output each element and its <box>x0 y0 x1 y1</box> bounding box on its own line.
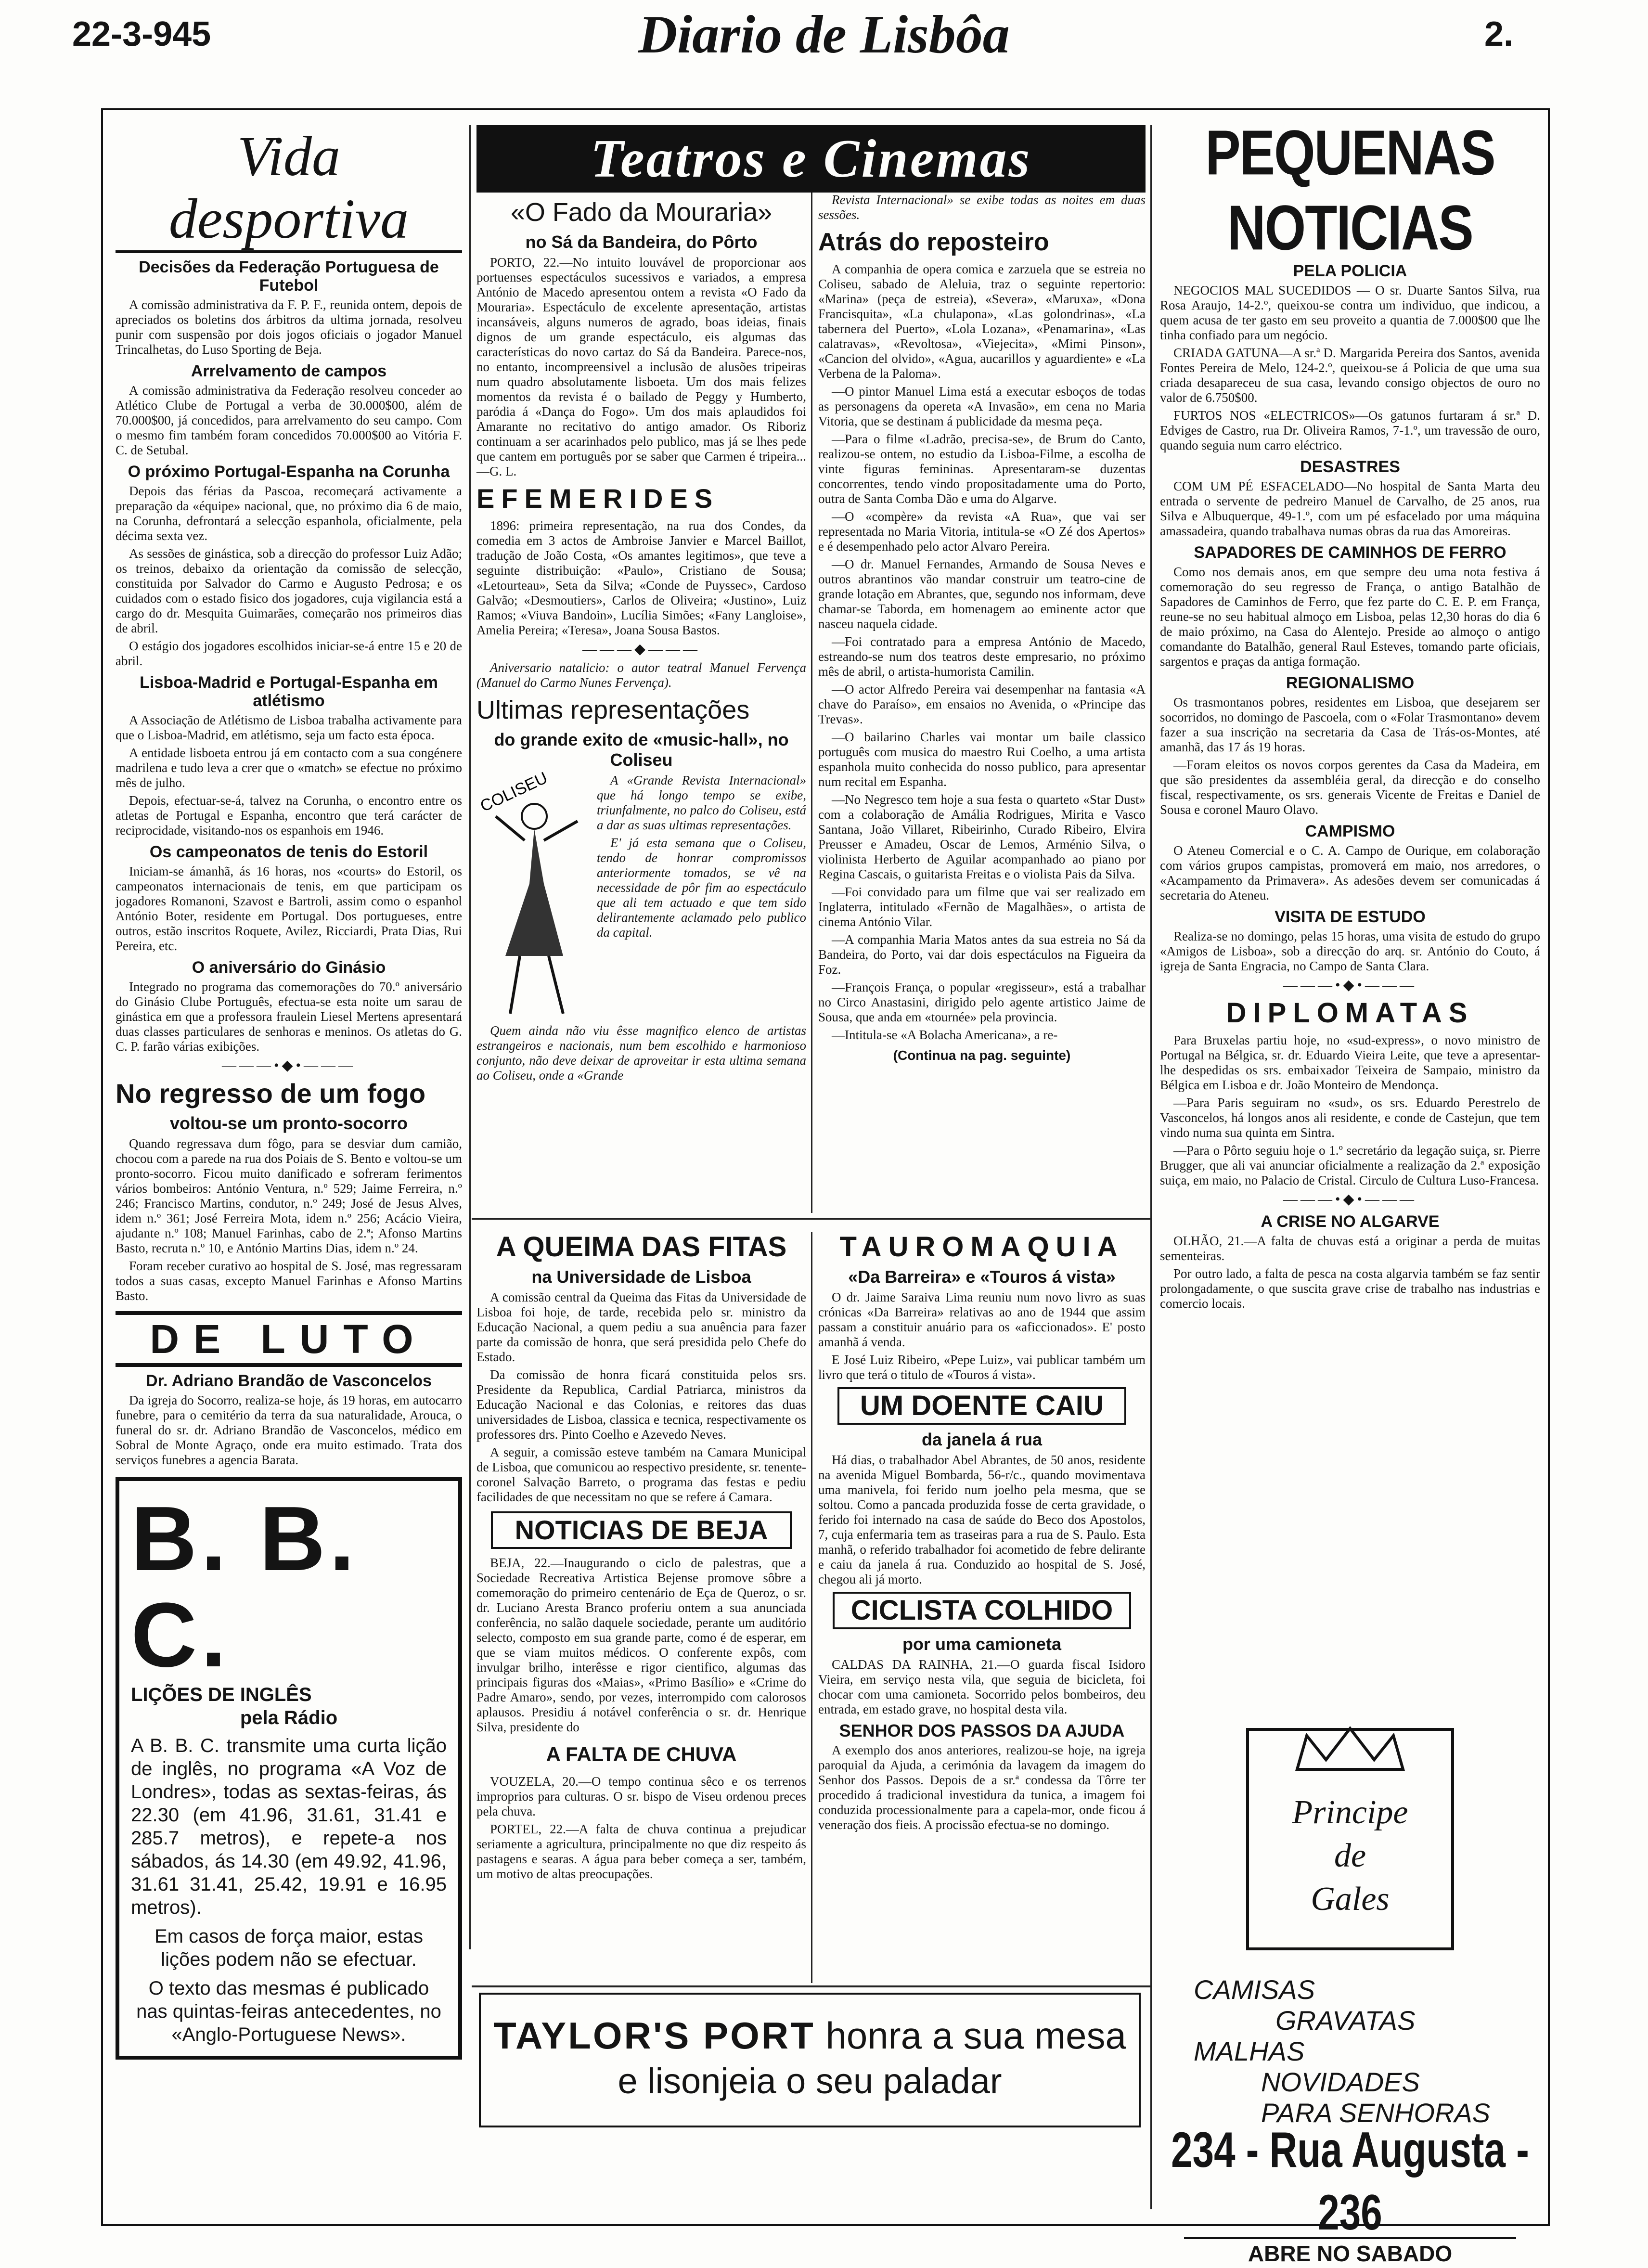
article-paragraph: —O pintor Manuel Lima está a executar esboços de todas as personagens da opereta «A Invasão», em cena no Maria Vitoria, que se destinam á publicidade da mesma peça. <box>818 384 1146 428</box>
bbc-text: O texto das mesmas é publicado nas quintas-feiras antecedentes, no «Anglo-Portuguese News». <box>136 1978 441 2045</box>
article-paragraph: CALDAS DA RAINHA, 21.—O guarda fiscal Isidoro Vieira, em serviço nesta vila, que seguia de bicicleta, foi chocar com uma camioneta. Socorrido pelos bombeiros, deu entrada, em estado grave, no hospital desta vila. <box>818 1657 1146 1716</box>
article-paragraph: A comissão central da Queima das Fitas da Universidade de Lisboa foi hoje, de tarde, recebida pelo sr. ministro da Educação Nacional, a quem pediu a sua anuência para fazer parte da comissão de honra, que será presidida pelo Chefe do Estado. <box>476 1290 806 1364</box>
separator-ornament: ———•◆•——— <box>221 1057 356 1073</box>
headline: Atrás do reposteiro <box>818 228 1049 256</box>
article-paragraph: NEGOCIOS MAL SUCEDIDOS — O sr. Duarte Santos Silva, rua Rosa Araujo, 14-2.º, queixou-se contra um individuo, que indicou, a quem acusa de ter gasto em seu proveito a quantia de 7.000$00 que lhe tinha confiado para um negócio. <box>1160 283 1540 342</box>
headline: UM DOENTE CAIU <box>837 1387 1126 1425</box>
headline: A CRISE NO ALGARVE <box>1261 1212 1440 1231</box>
coliseu-block <box>476 768 806 1023</box>
headline: A FALTA DE CHUVA <box>546 1743 737 1765</box>
logo-text: Principe <box>1292 1794 1408 1831</box>
headline: DESASTRES <box>1300 458 1400 476</box>
theatres-banner: Teatros e Cinemas <box>476 125 1146 193</box>
headline: Os campeonatos de tenis do Estoril <box>149 843 428 861</box>
dancer-illustration <box>476 768 597 1023</box>
article-paragraph: Da comissão de honra ficará constituida pelos srs. Presidente da Republica, Cardial Patriarca, ministros da Educação Nacional e das Colonias, e reitores das duas universidades de Lisboa, classica e tecnica, respectivamente os professores drs. Pinto Coelho e Azevedo Neves. <box>476 1367 806 1442</box>
short-news-column <box>1160 117 1540 1723</box>
taylors-port-advertisement <box>479 1993 1141 2127</box>
headline: NOTICIAS DE BEJA <box>491 1511 792 1549</box>
article-paragraph: A seguir, a comissão esteve também na Camara Municipal de Lisboa, que comunicou ao respectivo presidente, sr. tenente-coronel Salvação Barreto, o programa das festas e pediu facilidades de que necessitam no que se refere á Camara. <box>476 1445 806 1504</box>
headline: DIPLOMATAS <box>1226 997 1474 1029</box>
separator-ornament: ———•◆•——— <box>1283 1191 1417 1207</box>
headline: Lisboa-Madrid e Portugal-Espanha em atlétismo <box>140 673 438 710</box>
obituary-banner: DE LUTO <box>116 1311 462 1367</box>
crown-icon <box>1292 1726 1408 1774</box>
subheadline: no Sá da Bandeira, do Pôrto <box>525 232 758 252</box>
sports-column <box>116 125 462 2209</box>
article-paragraph: —No Negresco tem hoje a sua festa o quarteto «Star Dust» com a colaboração de Amália Rodrigues, Mirita e Vasco Santana, João Villaret, Ribeirinho, Curado Ribeiro, Elvira Preusser e Amadeu, Oscar de Lemos, Arménio Silva, o violinista Herberto de Aguilar acompanhado ao piano por Regina Cascais, o guitarista Freitas e o violista Pais da Silva. <box>818 792 1146 881</box>
headline: REGIONALISMO <box>1286 674 1415 692</box>
taylors-slogan: honra a sua mesa <box>825 2014 1126 2057</box>
bbc-advertisement <box>116 1477 462 2060</box>
bbc-text: A B. B. C. transmite uma curta lição de inglês, no programa «A Voz de Londres», todas as sextas-feiras, ás 22.30 (em 41.96, 31.61, 31.41 e 285.7 metros), e repete-a nos sábados, ás 14.30 (em 49.92, 41.96, 31.61 31.41, 25.42, 19.91 e 16.95 metros). <box>131 1735 447 1918</box>
coliseu-label: COLISEU <box>477 768 551 816</box>
article-paragraph: Foram receber curativo ao hospital de S. José, mas regressaram todos a suas casas, excepto Manuel Farinhas e Afonso Martins Basto. <box>116 1259 462 1303</box>
ad-line: MALHAS <box>1194 2036 1305 2066</box>
headline: PELA POLICIA <box>1293 262 1407 280</box>
article-paragraph: —O actor Alfredo Pereira vai desempenhar na fantasia «A chave do Paraíso», em ensaios no Avenida, o «Principe das Trevas». <box>818 682 1146 726</box>
headline: Dr. Adriano Brandão de Vasconcelos <box>146 1372 432 1390</box>
article-paragraph: A exemplo dos anos anteriores, realizou-se hoje, na igreja paroquial da Ajuda, a cerimónia da lavagem da imagem do Senhor dos Passos. Depois de a sr.ª condessa da Tôrre ter procedido á tradicional investidura da tunica, a imagem foi conduzida processionalmente para a capela-mor, onde ficou á veneração dos fieis. A procissão efectua-se no domingo. <box>818 1743 1146 1832</box>
issue-date: 22-3-945 <box>72 15 211 53</box>
headline: Ultimas representações <box>476 696 750 724</box>
article-paragraph: A comissão administrativa da Federação resolveu conceder ao Atlético Clube de Portugal a verba de 30.000$00, além de 70.000$00, já concedidos, para arrelvamento do seu campo. Com o mesmo fim também foram concedidos 70.000$00 ao Vitória F. C. de Setubal. <box>116 383 462 457</box>
headline: O aniversário do Ginásio <box>192 958 386 977</box>
subheadline: do grande exito de «music-hall», no Coliseu <box>494 730 789 770</box>
article-paragraph: Aniversario natalicio: o autor teatral Manuel Fervença (Manuel do Carmo Nunes Fervença). <box>476 660 806 690</box>
subheadline: voltou-se um pronto-socorro <box>170 1113 408 1133</box>
article-paragraph: —O «compère» da revista «A Rua», que vai ser representada no Maria Vitoria, intitula-se «O Zé dos Apertos» e é desempenhado pelo actor Alvaro Pereira. <box>818 509 1146 554</box>
subheadline: da janela á rua <box>921 1430 1043 1449</box>
headline: TAUROMAQUIA <box>839 1231 1124 1263</box>
subheadline: por uma camioneta <box>902 1634 1062 1654</box>
queima-column <box>476 1227 806 1983</box>
principe-de-gales-advertisement <box>1165 1728 1535 2266</box>
logo-text: Gales <box>1311 1881 1390 1918</box>
article-paragraph: Depois, efectuar-se-á, talvez na Corunha, o encontro entre os atletas de Portugal e Espanha, encontro que terá carácter de reciprocidade, visitando-nos os espanhois em 1946. <box>116 793 462 838</box>
separator-ornament: ———•◆•——— <box>1283 977 1417 993</box>
headline: Decisões da Federação Portuguesa de Futebol <box>139 258 439 295</box>
subheadline: na Universidade de Lisboa <box>531 1267 751 1287</box>
article-paragraph: 1896: primeira representação, na rua dos Condes, da comedia em 3 actos de Ambroise Janvier e Marcel Baillot, tradução de João Costa, «Os amantes legitimos», que teve a seguinte distribuição: «Paulo», Cristiano de Sousa; «Letourteau», Seta da Silva; «Conde de Puyssec», Cardoso Galvão; «Desmoutiers», Carlos de Oliveira; «Justino», Luiz Ramos; «Viuva Bandoin», Lucília Simões; «Fany Langloise», Amelia Pereira; «Teresa», Joana Sousa Bastos. <box>476 518 806 637</box>
article-paragraph: BEJA, 22.—Inaugurando o ciclo de palestras, que a Sociedade Recreativa Artistica Bejense promove sôbre a comemoração do primeiro centenário de Eça de Queroz, o sr. dr. Luciano Aresta Branco proferiu ontem a sua anunciada conferência, no salão daquele sociedade, perante um auditório selecto, composto em sua grande parte, como é de esperar, em que se viam muitos médicos. O conferente expôs, com invulgar brilho, interêsse e rigor cientifico, algumas das principais figuras dos «Maias», «Primo Basílio» e «Crime do Padre Amaro», sendo, por vezes, interrompido com calorosos aplausos. Presidiu á notável conferência o sr. dr. Henrique Silva, presidente do <box>476 1556 806 1734</box>
page-number: 2. <box>1484 15 1513 53</box>
article-paragraph: A entidade lisboeta entrou já em contacto com a sua congénere madrilena e tudo leva a crer que o «match» se efectue no próximo mês de julho. <box>116 746 462 790</box>
short-news-banner: PEQUENAS NOTICIAS <box>1205 117 1495 264</box>
ad-line: PARA SENHORAS <box>1261 2098 1491 2128</box>
article-paragraph: Quando regressava dum fôgo, para se desviar dum camião, chocou com a parede na rua dos Poiais de S. Bento e voltou-se um pronto-socorro. Ficou muito danificado e sofreram ferimentos vários bombeiros: António Ventura, n.º 529; Jaime Ferreira, n.º 246; Francisco Martins, condutor, n.º 249; José de Jesus Alves, idem n.º 361; José Ferreira Mota, idem n.º 256; Acácio Vieira, ajudante n.º 108; Manuel Farinhas, cabo de 2.ª; Afonso Martins Basto, recruta n.º 10, e António Martins Dias, idem n.º 24. <box>116 1136 462 1255</box>
ad-line: NOVIDADES <box>1261 2067 1420 2097</box>
logo-text: de <box>1334 1837 1366 1874</box>
article-paragraph: PORTO, 22.—No intuito louvável de proporcionar aos portuenses espectáculos sucessivos e variados, a empresa António de Macedo apresentou ontem a revista «O Fado da Mouraria». Espectáculo de excelente apresentação, artistas incansáveis, alguns numeros de agrado, boas ideias, finais dignos de um grande espectáculo, eis algumas das características do novo cartaz do Sá da Bandeira. Parece-nos, no entanto, incompreensivel a inclusão de alusões tripeiras num quadro absolutamente lisboeta. Um dos mais felizes momentos da revista é o bailado de Peggy y Humberto, paródia á «Dança do Fogo». Um dos mais aplaudidos foi Amarante no recitativo do antigo amador. Os Riboriz continuam a ser acarinhados pelo publico, mas já se lhes pede que cantem em português por se saber que Carmen é tripeira...—G. L. <box>476 255 806 478</box>
article-paragraph: E José Luiz Ribeiro, «Pepe Luiz», vai publicar também um livro que terá o titulo de «Touros á vista». <box>818 1353 1146 1382</box>
ad-opening: ABRE NO SABADO <box>1184 2237 1516 2268</box>
column-rule <box>811 125 812 1213</box>
ad-line: GRAVATAS <box>1275 2005 1416 2036</box>
subheadline: «Da Barreira» e «Touros á vista» <box>848 1267 1116 1287</box>
article-paragraph: Como nos demais anos, em que sempre deu uma nota festiva á comemoração do seu regresso de França, o antigo Batalhão de Sapadores de Caminhos de Ferro, que fez parte do C. E. P. em França, reune-se no seu habitual almoço em Lisboa, pelas 12,30 horas do dia 6 de maio próximo, na Casa do Alentejo. Preside ao almoço o antigo comandante do Batalhão, general Raul Esteves, tomando parte oficiais, sargentos e praças da antiga formação. <box>1160 565 1540 669</box>
column-rule <box>469 125 471 1949</box>
article-paragraph: Depois das férias da Pascoa, recomeçará activamente a preparação da «équipe» nacional, que, no próximo dia 6 de maio, na Corunha, defrontará a selecção espanhola, oficialmente, pela décima sexta vez. <box>116 484 462 543</box>
column-rule <box>811 1232 812 1983</box>
article-paragraph: —Foi contratado para a empresa António de Macedo, estreando-se num dos teatros deste empresario, no próximo mês de abril, o artista-humorista Camilin. <box>818 634 1146 679</box>
newspaper-title: Diario de Lisbôa <box>638 5 1010 64</box>
tauromaquia-column <box>818 1227 1146 1983</box>
article-paragraph: A Associação de Atlétismo de Lisboa trabalha activamente para que o Lisboa-Madrid, em atlétismo, seja um facto esta época. <box>116 713 462 742</box>
headline: No regresso de um fogo <box>116 1078 426 1108</box>
headline: CAMPISMO <box>1305 822 1395 840</box>
article-paragraph: OLHÃO, 21.—A falta de chuvas está a originar a perda de muitas sementeiras. <box>1160 1234 1540 1263</box>
headline: SENHOR DOS PASSOS DA AJUDA <box>839 1721 1125 1740</box>
bbc-subtitle: LIÇÕES DE INGLÊS <box>131 1684 312 1705</box>
article-paragraph: —Foi convidado para um filme que vai ser realizado em Inglaterra, intitulado «Fernão de Magalhães», o artista de cinema António Vilar. <box>818 885 1146 929</box>
article-paragraph: —O dr. Manuel Fernandes, Armando de Sousa Neves e outros abrantinos vão mandar construir um teatro-cine de grande lotação em Abrantes, que, segundo nos informam, deve chamar-se Taborda, em homenagem ao eminente actor que nasceu naquela cidade. <box>818 557 1146 631</box>
article-paragraph: O estágio dos jogadores escolhidos iniciar-se-á entre 15 e 20 de abril. <box>116 639 462 668</box>
headline: VISITA DE ESTUDO <box>1275 908 1426 926</box>
article-paragraph: —François França, o popular «regisseur», está a trabalhar no Circo Anastasini, dirigido pelo agente artistico Jaime de Sousa, que anda em «tournée» pela provincia. <box>818 980 1146 1024</box>
bbc-text: Em casos de força maior, estas lições podem não se efectuar. <box>154 1926 423 1970</box>
headline: Arrelvamento de campos <box>191 362 387 380</box>
article-paragraph: VOUZELA, 20.—O tempo continua sêco e os terrenos improprios para culturas. O sr. bispo de Viseu ordenou preces pela chuva. <box>476 1774 806 1818</box>
article-paragraph: As sessões de ginástica, sob a direcção do professor Luiz Adão; os treinos, debaixo da orientação da comissão de selecção, constituida por Salvador do Carmo e Augusto Pedrosa; e os cuidados com o estado fisico dos jogadores, cuja vigilancia está a cargo do dr. Mesquita Guimarães, começarão nos primeiros dias de abril. <box>116 546 462 635</box>
article-paragraph: Da igreja do Socorro, realiza-se hoje, ás 19 horas, em autocarro funebre, para o cemitério da terra da sua naturalidade, Arouca, o funeral do sr. dr. Adriano Brandão de Vasconcelos, médico em Sobral de Monte Agraço, onde era muito estimado. Trata dos serviços funebres a agencia Barata. <box>116 1393 462 1467</box>
article-paragraph: Realiza-se no domingo, pelas 15 horas, uma visita de estudo do grupo «Amigos de Lisboa», sob a direcção do arq. sr. António do Couto, á igreja de Santa Engracia, no Campo de Santa Clara. <box>1160 929 1540 973</box>
article-paragraph: Integrado no programa das comemorações do 70.º aniversário do Ginásio Clube Português, efectua-se esta noite um sarau de ginástica em que a professora fraulein Liesel Mertens apresentará duas classes particulares de senhoras e meninos. Os atletas do G. C. P. farão várias exibições. <box>116 979 462 1054</box>
section-rule <box>472 1985 1150 1987</box>
article-paragraph: Há dias, o trabalhador Abel Abrantes, de 50 anos, residente na avenida Miguel Bombarda, 56-r/c., quando movimentava uma manivela, foi ferido num joelho pela mesma, que se soltou. Como a pancada produzida fosse de certa gravidade, o ferido foi internado na casa de saúde do Beco dos Apostolos, 7, cuja enfermaria tem as traseiras para a rua de S. Paulo. Esta manhã, o referido trabalhador foi acometido de febre delirante e caiu da janela á rua. Conduzido ao hospital de S. José, chegou ali já morto. <box>818 1453 1146 1586</box>
continued-note: (Continua na pag. seguinte) <box>893 1048 1071 1063</box>
headline: SAPADORES DE CAMINHOS DE FERRO <box>1194 543 1506 562</box>
article-paragraph: A «Grande Revista Internacional» que há longo tempo se exibe, triunfalmente, no palco do Coliseu, está a dar as suas ultimas representações. <box>597 773 806 832</box>
section-rule <box>472 1218 1150 1220</box>
article-paragraph: Revista Internacional» se exibe todas as noites em duas sessões. <box>818 193 1146 222</box>
taylors-brand: TAYLOR'S PORT <box>493 2014 815 2057</box>
bbc-logo: B. B. C. <box>131 1488 359 1686</box>
principe-logo <box>1246 1728 1454 1950</box>
article-paragraph: FURTOS NOS «ELECTRICOS»—Os gatunos furtaram á sr.ª D. Edviges de Castro, rua Dr. Oliveira Ramos, 7-1.º, um travessão de ouro, quando seguia num carro eléctrico. <box>1160 408 1540 452</box>
article-paragraph: COM UM PÉ ESFACELADO—No hospital de Santa Marta deu entrada o servente de pedreiro Manuel de Carvalho, de 25 anos, rua Silva e Albuquerque, 49-1.º, com um pé esfacelado por uma máquina amassadeira, quando trabalhava numas obras da rua das Amoreiras. <box>1160 479 1540 538</box>
article-paragraph: —Intitula-se «A Bolacha Americana», a re- <box>832 1028 1058 1042</box>
bbc-subtitle: pela Rádio <box>240 1707 338 1728</box>
headline: A QUEIMA DAS FITAS <box>496 1231 787 1263</box>
article-paragraph: CRIADA GATUNA—A sr.ª D. Margarida Pereira dos Santos, avenida Fontes Pereira de Melo, 124-2.º, queixou-se á Policia de que uma sua criada desapareceu de sua casa, levando consigo objectos de ouro no valor de 6.750$00. <box>1160 346 1540 405</box>
headline: CICLISTA COLHIDO <box>833 1592 1131 1629</box>
ad-address: 234 - Rua Augusta - 236 <box>1171 2122 1529 2241</box>
article-paragraph: Quem ainda não viu êsse magnifico elenco de artistas estrangeiros e nacionais, num bem escolhido e harmonioso conjunto, não deve deixar de aproveitar ir esta ultima semana ao Coliseu, onde a «Grande <box>476 1023 806 1082</box>
article-paragraph: A companhia de opera comica e zarzuela que se estreia no Coliseu, sabado de Aleluia, traz o seguinte repertorio: «Marina» (peça de estreia), «Severa», «Maruxa», «Dona Francisquita», «La chulapona», «Las golondrinas», «La tabernera del Puerto», «Lola Lozana», «Penamarina», «Las calatravas», «Revoltosa», «Viejecita», «Mimi Pinson», «Cancion del olvido», «Agua, aucarillos y aguardiente» e «La Verbena de la Paloma». <box>818 262 1146 381</box>
taylors-slogan: e lisonjeia o seu paladar <box>618 2061 1002 2101</box>
article-paragraph: —O bailarino Charles vai montar um baile classico português com musica do maestro Rui Coelho, a uma artista espanhola muito conhecida do nosso publico, para apresentar num recital em Espanha. <box>818 730 1146 789</box>
article-paragraph: Iniciam-se ámanhã, ás 16 horas, nos «courts» do Estoril, os campeonatos internacionais de tenis, em que participam os jogadores Romanoni, Szavost e Bartroli, assim como o espanhol António Boter, residente em Portugal. Dos portugueses, entre outros, estão inscritos Roquete, Avilez, Ricciardi, Prata Dias, Rui Pereira, etc. <box>116 864 462 953</box>
headline: «O Fado da Mouraria» <box>510 198 772 227</box>
headline: O próximo Portugal-Espanha na Corunha <box>128 463 450 481</box>
article-paragraph: O dr. Jaime Saraiva Lima reuniu num novo livro as suas crónicas «Da Barreira» relativas ao ano de 1944 que assim passam a constituir anuário para os «aficcionados». E' posto amanhã á venda. <box>818 1290 1146 1349</box>
separator-ornament: ———◆——— <box>582 641 701 657</box>
article-paragraph: —A companhia Maria Matos antes da sua estreia no Sá da Bandeira, do Porto, vai dar dois espectáculos na Figueira da Foz. <box>818 932 1146 977</box>
article-paragraph: Os trasmontanos pobres, residentes em Lisboa, que desejarem ser socorridos, no domingo de Pascoela, com o «Folar Trasmontano» devem fazer a sua inscrição na secretaria da Casa de Trás-os-Montes, até amanhã, das 17 ás 19 horas. <box>1160 695 1540 754</box>
sports-section-title: Vida desportiva <box>116 125 462 253</box>
article-paragraph: PORTEL, 22.—A falta de chuva continua a prejudicar seriamente a agricultura, principalmente no que diz respeito ás pastagens e searas. A água para beber começa a ser, também, um motivo de altas preocupações. <box>476 1822 806 1881</box>
ad-line: CAMISAS <box>1194 1974 1315 2005</box>
column-rule <box>1150 125 1152 2209</box>
article-paragraph: A comissão administrativa da F. P. F., reunida ontem, depois de apreciados os boletins dos árbitros da ultima jornada, resolveu punir com suspensão por dois jogos oficiais o jogador Manuel Trincalhetas, do Luso Sporting de Beja. <box>116 297 462 357</box>
article-paragraph: —Para o filme «Ladrão, precisa-se», de Brum do Canto, realizou-se ontem, no estudio da Lisboa-Filme, a escolha de vinte figuras femininas. Apresentaram-se duzentas concorrentes, tendo vindo propositadamente uma do Porto, outra de Santa Comba Dão e uma do Algarve. <box>818 432 1146 506</box>
backstage-column <box>818 193 1146 1213</box>
article-paragraph: O Ateneu Comercial e o C. A. Campo de Ourique, em colaboração com vários grupos campistas, promoverá em maio, nos arredores, o «Acampamento da Primavera». As adesões devem ser comunicadas á secretaria do Ateneu. <box>1160 843 1540 902</box>
article-paragraph: Por outro lado, a falta de pesca na costa algarvia também se faz sentir prolongadamente, o que suscita grave crise de trabalho nas industrias e comercio locais. <box>1160 1266 1540 1311</box>
article-paragraph: —Para Paris seguiram no «sud», os srs. Eduardo Perestrelo de Vasconcelos, há longos anos ali residente, e conde de Castejun, que tem vindo numa sua quinta em Sintra. <box>1160 1095 1540 1140</box>
article-paragraph: —Foram eleitos os novos corpos gerentes da Casa da Madeira, em que são presidentes da assembléia geral, da direcção e do conselho fiscal, respectivamente, os srs. generais Vicente de Freitas e Daniel de Sousa e coronel Mauro Olavo. <box>1160 758 1540 817</box>
article-paragraph: Para Bruxelas partiu hoje, no «sud-express», o novo ministro de Portugal na Bélgica, sr. dr. Eduardo Vieira Leite, que teve a apresentar-lhe despedidas os srs. embaixador Teixeira de Sampaio, ministro da Bélgica em Lisboa e dr. João Monteiro de Mendonça. <box>1160 1033 1540 1092</box>
efemerides-heading: EFEMERIDES <box>476 483 720 514</box>
article-paragraph: —Para o Pôrto seguiu hoje o 1.º secretário da legação suiça, sr. Pierre Brugger, que ali vai anunciar oficialmente a realização da 2.ª exposição suiça, em maio, no Palacio de Cristal. Circulo de Cultura Luso-Francesa. <box>1160 1143 1540 1187</box>
article-paragraph: E' já esta semana que o Coliseu, tendo de honrar compromissos anteriormente tomados, se vê na necessidade de pôr fim ao espectáculo que ali tem actuado e que tem sido delirantemente aclamado pelo publico da capital. <box>597 836 806 940</box>
